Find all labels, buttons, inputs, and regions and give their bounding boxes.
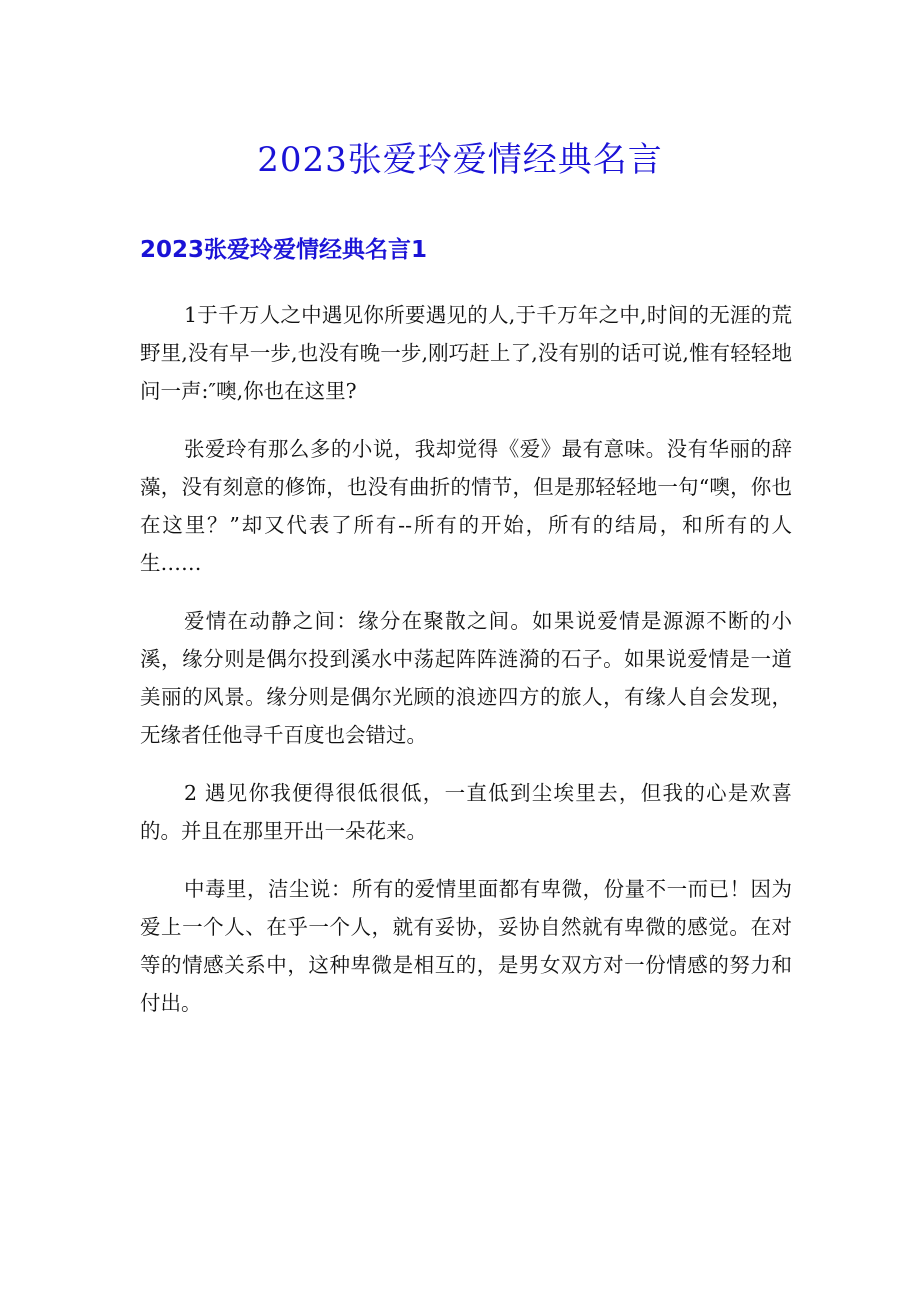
document-title: 2023张爱玲爱情经典名言 bbox=[257, 140, 663, 180]
paragraph-5: 中毒里，洁尘说：所有的爱情里面都有卑微，份量不一而已！因为爱上一个人、在乎一个人，就有妥协，妥协自然就有卑微的感觉。在对等的情感关系中，这种卑微是相互的，是男女双方对一份情感的努力和付出。 bbox=[140, 877, 792, 1015]
document-body bbox=[140, 296, 792, 1042]
paragraph-2: 张爱玲有那么多的小说，我却觉得《爱》最有意味。没有华丽的辞藻，没有刻意的修饰，也没有曲折的情节，但是那轻轻地一句“噢，你也在这里？”却又代表了所有--所有的开始，所有的结局，和所有的人生…… bbox=[140, 437, 792, 575]
section-heading: 2023张爱玲爱情经典名言1 bbox=[140, 237, 428, 263]
paragraph-4: 2 遇见你我便得很低很低，一直低到尘埃里去，但我的心是欢喜的。并且在那里开出一朵花来。 bbox=[140, 781, 792, 843]
paragraph-3: 爱情在动静之间：缘分在聚散之间。如果说爱情是源源不断的小溪，缘分则是偶尔投到溪水中荡起阵阵涟漪的石子。如果说爱情是一道美丽的风景。缘分则是偶尔光顾的浪迹四方的旅人，有缘人自会发现，无缘者任他寻千百度也会错过。 bbox=[140, 609, 792, 747]
paragraph-1: 1于千万人之中遇见你所要遇见的人,于千万年之中,时间的无涯的荒野里,没有早一步,也没有晚一步,刚巧赶上了,没有别的话可说,惟有轻轻地问一声:″噢,你也在这里? bbox=[140, 303, 792, 403]
